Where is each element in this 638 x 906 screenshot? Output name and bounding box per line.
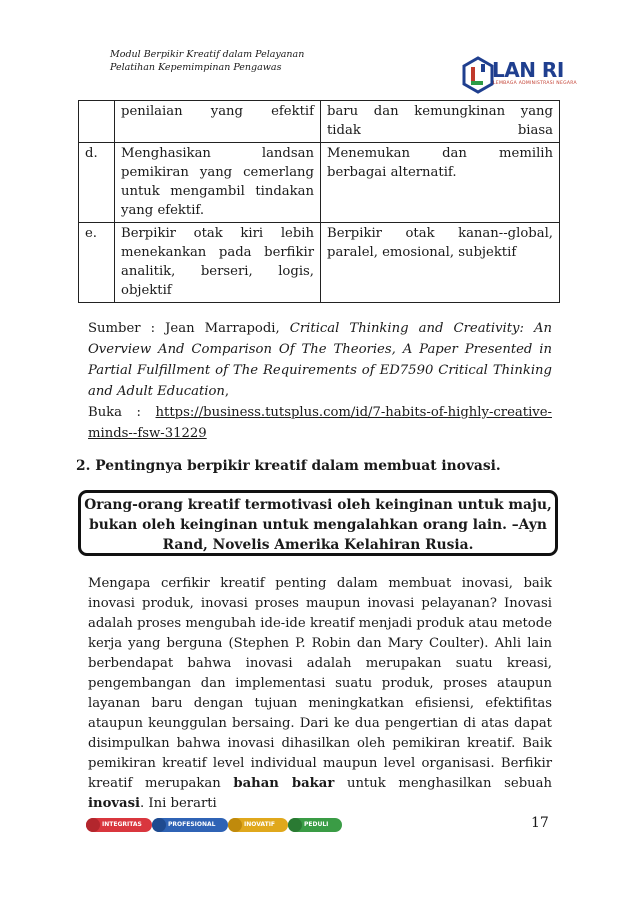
- left-cell: Berpikir otak kiri lebih menekankan pada berfikir analitik, berseri, logis, objektif: [115, 223, 321, 303]
- quote-line: Orang-orang kreatif termotivasi oleh keinginan untuk maju,: [84, 497, 552, 513]
- quote-line: bukan oleh keinginan untuk mengalahkan orang lain. –Ayn: [89, 517, 547, 533]
- person-icon: [152, 818, 166, 832]
- quote-box: [78, 490, 558, 556]
- hands-icon: [288, 818, 302, 832]
- left-cell: penilaian yang efektif: [115, 101, 321, 143]
- table-row: [79, 101, 560, 143]
- core-values-bar: [86, 814, 342, 840]
- section-heading: 2. Pentingnya berpikir kreatif dalam membuat inovasi.: [76, 458, 501, 474]
- handshake-icon: [86, 818, 100, 832]
- row-letter: d.: [79, 143, 115, 223]
- value-integritas: INTEGRITAS: [86, 818, 152, 832]
- logo-subtext: LEMBAGA ADMINISTRASI NEGARA: [493, 81, 577, 86]
- left-cell: Menghasikan landsan pemikiran yang cemerlang untuk mengambil tindakan yang efektif.: [115, 143, 321, 223]
- bold-term: inovasi: [88, 796, 141, 811]
- value-profesional: PROFESIONAL: [152, 818, 228, 832]
- source-citation: Sumber : Jean Marrapodi, Critical Thinking and Creativity: An Overview And Comparison Of The Theories, A Paper Presented in Partial Fulfillment of The Requirements of ED7590 Critical Thinking and Adult Education, Buka : https://business.tutsplus.com/id/7-habits-of-highly-creative-minds--fsw-31229: [88, 321, 553, 441]
- body-paragraph: Mengapa cerfikir kreatif penting dalam membuat inovasi, baik inovasi produk, inovasi proses maupun inovasi pelayanan? Inovasi adalah proses mengubah ide-ide kreatif menjadi produk atau metode kerja yang berguna (Stephen P. Robin dan Mary Coulter). Ahli lain berbendapat bahwa inovasi adalah merupakan suatu kreasi, pengembangan dan implementasi suatu produk, proses ataupun layanan baru dengan tujuan meningkatkan efisiensi, efektifitas ataupun keunggulan bersaing. Dari ke dua pengertian di atas dapat disimpulkan bahwa inovasi dihasilkan oleh pemikiran kreatif. Baik pemikiran kreatif level individual maupun level organisasi. Berfikir kreatif merupakan bahan bakar untuk menghasilkan sebuah inovasi. Ini berarti: [88, 576, 552, 811]
- quote-line: Rand, Novelis Amerika Kelahiran Rusia.: [162, 537, 474, 553]
- logo-text: LAN RI: [492, 58, 564, 82]
- comparison-table: [78, 100, 560, 303]
- table-row: [79, 223, 560, 303]
- row-letter: e.: [79, 223, 115, 303]
- page-number: 17: [531, 815, 549, 831]
- right-cell: baru dan kemungkinan yang tidak biasa: [321, 101, 560, 143]
- header-module-title: Modul Berpikir Kreatif dalam Pelayanan: [110, 49, 305, 60]
- value-inovatif: INOVATIF: [228, 818, 288, 832]
- lightbulb-icon: [228, 818, 242, 832]
- right-cell: Menemukan dan memilih berbagai alternatif.: [321, 143, 560, 223]
- running-header: [110, 48, 304, 74]
- value-peduli: PEDULI: [288, 818, 342, 832]
- table-row: [79, 143, 560, 223]
- source-title: Critical Thinking and Creativity: An Overview And Comparison Of The Theories, A Paper Presented in Partial Fulfillment of The Requirements of ED7590 Critical Thinking and Adult Education: [88, 321, 553, 399]
- header-training-title: Pelatihan Kepemimpinan Pengawas: [110, 62, 282, 73]
- right-cell: Berpikir otak kanan--global, paralel, emosional, subjektif: [321, 223, 560, 303]
- row-letter: [79, 101, 115, 143]
- source-link[interactable]: https://business.tutsplus.com/id/7-habits-of-highly-creative-minds--fsw-31229: [88, 405, 552, 441]
- bold-term: bahan bakar: [233, 776, 335, 791]
